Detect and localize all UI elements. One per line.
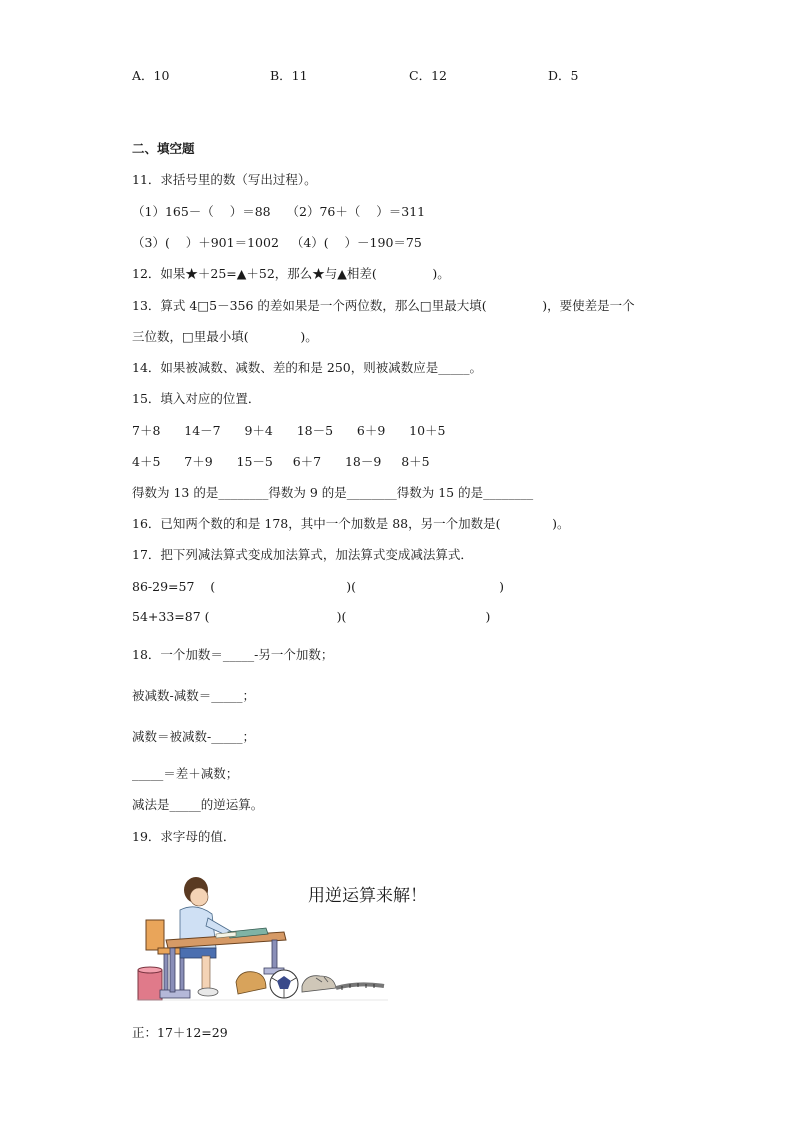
q15-row2: 4＋5 7＋9 15－5 6＋7 18－9 8＋5	[132, 454, 430, 469]
q18-line3: 减数＝被减数-_____；	[132, 729, 255, 744]
choice-c: C．12	[409, 68, 447, 83]
q16-text: 16．已知两个数的和是 178，其中一个加数是 88，另一个加数是( )。	[132, 516, 570, 531]
illustration-caption: 用逆运算来解！	[308, 886, 427, 906]
q13-line2: 三位数，□里最小填( )。	[132, 329, 318, 344]
q15-stem: 15．填入对应的位置．	[132, 391, 261, 406]
q11-row1: （1）165－（ ）＝88 （2）76＋（ ）＝311	[132, 204, 426, 219]
q12-text: 12．如果★＋25=▲＋52，那么★与▲相差( )。	[132, 266, 450, 281]
q11-stem: 11．求括号里的数（写出过程）。	[132, 172, 317, 187]
q18-line1: 18．一个加数＝_____-另一个加数；	[132, 647, 334, 662]
choice-d: D．5	[548, 68, 579, 83]
choice-b: B．11	[270, 68, 308, 83]
q19-answer: 正：17＋12=29	[132, 1025, 228, 1040]
q13-line1: 13．算式 4□5－356 的差如果是一个两位数，那么□里最大填( )，要使差是一个	[132, 298, 635, 313]
q15-row3: 得数为 13 的是________得数为 9 的是________得数为 15 的是________	[132, 485, 534, 500]
q17-stem: 17．把下列减法算式变成加法算式，加法算式变成减法算式．	[132, 547, 473, 562]
choice-a: A．10	[132, 68, 170, 83]
q19-stem: 19．求字母的值．	[132, 829, 236, 844]
section-title: 二、填空题	[132, 141, 195, 156]
q17-row2: 54+33=87 ( )( )	[132, 609, 491, 624]
q18-line4: _____＝差＋减数；	[132, 766, 239, 781]
q17-row1: 86-29=57 ( )( )	[132, 579, 504, 594]
q14-text: 14．如果被减数、减数、差的和是 250，则被减数应是_____。	[132, 360, 482, 375]
q11-row2: （3）( ）＋901＝1002 （4）( ）－190＝75	[132, 235, 422, 250]
q18-line2: 被减数-减数＝_____；	[132, 688, 255, 703]
q15-row1: 7＋8 14－7 9＋4 18－5 6＋9 10＋5	[132, 423, 446, 438]
q18-line5: 减法是_____的逆运算。	[132, 797, 264, 812]
